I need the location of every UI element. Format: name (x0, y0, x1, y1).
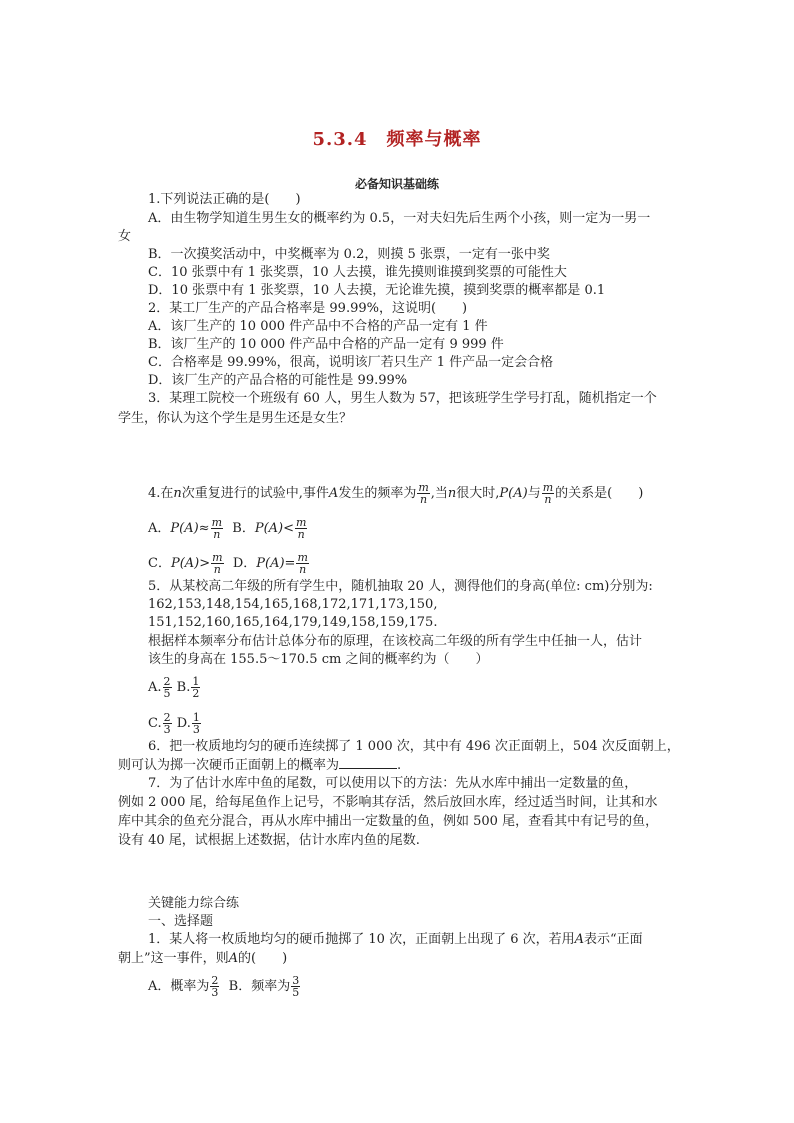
q6-line-2: 则可认为掷一次硬币正面朝上的概率为 . (118, 758, 402, 773)
q3-line-1: 3．某理工院校一个班级有 60 人，男生人数为 57，把该班学生学号打乱，随机指定一个 (148, 391, 657, 406)
answer-blank (339, 756, 397, 769)
q1-stem: 1.下列说法正确的是( ) (148, 192, 301, 207)
q2-stem: 2．某工厂生产的产品合格率是 99.99%，这说明( ) (148, 301, 468, 316)
q1-option-a: A．由生物学知道生男生女的概率约为 0.5，一对夫妇先后生两个小孩，则一定为一男一 (148, 211, 651, 226)
section-heading-basic: 必备知识基础练 (354, 177, 439, 191)
fraction: $\frac{2}{3}$ (211, 974, 219, 999)
q1-option-b: B．一次摸奖活动中，中奖概率为 0.2，则摸 5 张票，一定有一张中奖 (148, 247, 550, 262)
fraction-m-over-n: $\frac{m}{n}$ (297, 551, 308, 576)
q2-option-c: C．合格率是 99.99%，很高，说明该厂若只生产 1 件产品一定会合格 (148, 355, 554, 370)
k1-options-ab: A．概率为 $\frac{2}{3}$ B．频率为 $\frac{3}{5}$ (148, 974, 300, 999)
q7-line-4: 设有 40 尾，试根据上述数据，估计水库内鱼的尾数. (118, 833, 420, 848)
q2-option-d: D．该厂生产的产品合格的可能性是 99.99% (148, 373, 408, 388)
q3-line-2: 学生，你认为这个学生是男生还是女生？ (118, 411, 353, 426)
q5-options-cd: C. $\frac{2}{3}$ D. $\frac{1}{3}$ (148, 711, 200, 736)
page-title: 5.3.4 频率与概率 (312, 129, 482, 150)
q7-line-2: 例如 2 000 尾，给每尾鱼作上记号，不影响其存活，然后放回水库，经过适当时间，让其和水 (118, 795, 658, 810)
subsection-heading: 一、选择题 (148, 914, 214, 929)
k1-line-1: 1．某人将一枚质地均匀的硬币抛掷了 10 次，正面朝上出现了 6 次，若用A表示“正面 (148, 932, 643, 947)
fraction-m-over-n: $\frac{m}{n}$ (211, 516, 222, 541)
q5-line-5: 该生的身高在 155.5～170.5 cm 之间的概率约为（ ） (148, 652, 489, 667)
q1-option-c: C．10 张票中有 1 张奖票，10 人去摸，谁先摸则谁摸到奖票的可能性大 (148, 265, 567, 280)
fraction-m-over-n: $\frac{m}{n}$ (212, 551, 223, 576)
fraction: $\frac{2}{3}$ (163, 711, 171, 736)
q5-line-4: 根据样本频率分布估计总体分布的原理，在该校高二年级的所有学生中任抽一人，估计 (148, 634, 643, 649)
q7-line-1: 7．为了估计水库中鱼的尾数，可以使用以下的方法：先从水库中捕出一定数量的鱼， (148, 776, 638, 791)
q5-data-row-2: 151,152,160,165,164,179,149,158,159,175. (148, 615, 438, 630)
q5-line-1: 5．从某校高二年级的所有学生中，随机抽取 20 人，测得他们的身高(单位: cm)分别为: (148, 579, 653, 594)
q2-option-a: A．该厂生产的 10 000 件产品中不合格的产品一定有 1 件 (148, 319, 488, 334)
fraction-m-over-n: $\frac{m}{n}$ (296, 516, 307, 541)
q2-option-b: B．该厂生产的 10 000 件产品中合格的产品一定有 9 999 件 (148, 337, 504, 352)
fraction-m-over-n: $\frac{m}{n}$ (418, 481, 429, 506)
q4-stem: 4.在n次重复进行的试验中,事件A发生的频率为 $\frac{m}{n}$ ,当n很大时,P(A)与 $\frac{m}{n}$ 的关系是( ) (148, 481, 644, 506)
fraction: $\frac{1}{3}$ (192, 711, 200, 736)
fraction-m-over-n: $\frac{m}{n}$ (542, 481, 554, 506)
q1-option-a-cont: 女 (118, 229, 132, 244)
q4-options-ab: A．P(A)≈ $\frac{m}{n}$ B．P(A)< $\frac{m}{n}$ (148, 516, 307, 541)
fraction: $\frac{3}{5}$ (292, 974, 300, 999)
q7-line-3: 库中其余的鱼充分混合，再从水库中捕出一定数量的鱼，例如 500 尾，查看其中有记号的鱼， (118, 814, 659, 829)
q5-options-ab: A. $\frac{2}{5}$ B. $\frac{1}{2}$ (148, 675, 200, 700)
q4-options-cd: C．P(A)> $\frac{m}{n}$ D．P(A)= $\frac{m}{n}$ (148, 551, 308, 576)
section-heading-key: 关键能力综合练 (148, 896, 240, 911)
fraction: $\frac{2}{5}$ (163, 675, 171, 700)
q6-line-1: 6．把一枚质地均匀的硬币连续掷了 1 000 次，其中有 496 次正面朝上，504 次反面朝上， (148, 739, 680, 754)
q5-data-row-1: 162,153,148,154,165,168,172,171,173,150, (148, 597, 438, 612)
k1-line-2: 朝上”这一事件，则A的( ) (118, 951, 288, 966)
q1-option-d: D．10 张票中有 1 张奖票，10 人去摸，无论谁先摸，摸到奖票的概率都是 0.1 (148, 283, 606, 298)
fraction: $\frac{1}{2}$ (192, 675, 200, 700)
